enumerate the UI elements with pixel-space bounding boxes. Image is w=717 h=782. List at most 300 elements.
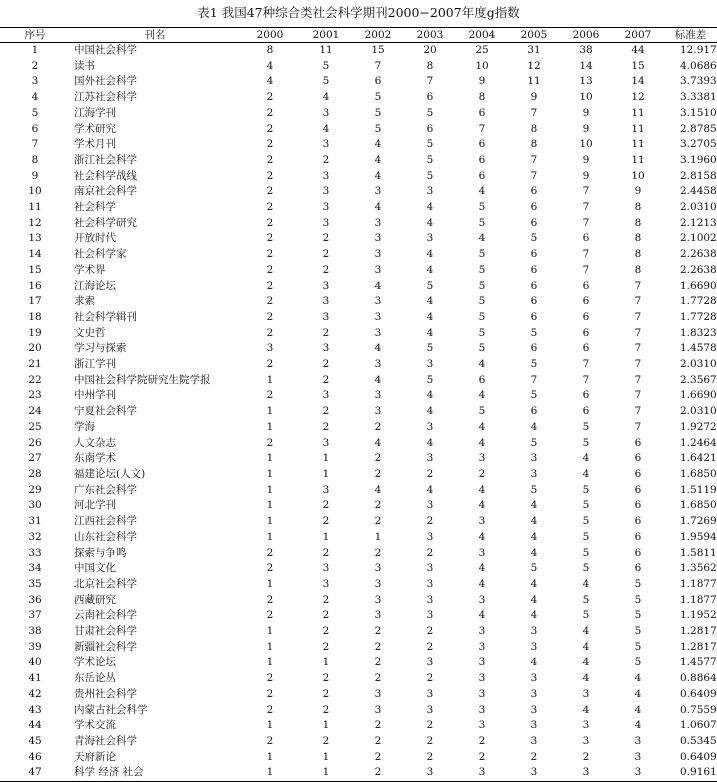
journal-name-cell: 人文杂志 [74,436,116,449]
std-dev-cell: 2.0310 [680,405,717,418]
journal-name-cell: 学海 [74,420,95,433]
journal-name-cell: 云南社会科学 [74,609,137,622]
g2006-cell: 9 [582,169,590,182]
g2003-cell: 5 [426,138,434,151]
g2001-cell: 2 [322,232,330,245]
std-dev-cell: 2.8158 [680,169,717,182]
g2002-cell: 2 [374,499,382,512]
no-cell: 44 [28,719,42,732]
g2002-cell: 1 [374,530,382,543]
g2007-cell: 5 [634,640,642,653]
no-cell: 13 [28,232,42,245]
g2004-cell: 4 [478,420,486,433]
g2000-cell: 1 [266,452,274,465]
journal-name-cell: 江苏社会科学 [74,91,137,104]
g2002-cell: 4 [374,483,382,496]
table-row [0,436,717,452]
no-cell: 19 [28,326,42,339]
g2004-cell: 3 [478,546,486,559]
g2007-cell: 3 [634,750,642,763]
table-row [0,577,717,593]
g2002-cell: 3 [374,405,382,418]
g2003-cell: 2 [426,672,434,685]
g2002-cell: 2 [374,734,382,747]
g2006-cell: 7 [582,201,590,214]
no-cell: 43 [28,703,42,716]
g2004-cell: 5 [478,279,486,292]
table-row [0,640,717,656]
no-cell: 47 [28,766,42,779]
no-cell: 7 [31,138,39,151]
table-row [0,655,717,671]
g2002-cell: 2 [374,640,382,653]
std-dev-cell: 0.9161 [680,766,717,779]
g2002-cell: 2 [374,515,382,528]
table-row [0,43,717,59]
no-cell: 46 [28,750,42,763]
g2007-cell: 10 [631,169,645,182]
no-cell: 3 [31,75,39,88]
g2006-cell: 3 [582,687,590,700]
journal-name-cell: 江海论坛 [74,279,116,292]
header-std-dev: 标准差 [674,29,707,41]
journal-name-cell: 新疆社会科学 [74,640,137,653]
g2001-cell: 2 [322,358,330,371]
g2002-cell: 15 [371,44,385,56]
g2000-cell: 4 [266,75,274,88]
g2004-cell: 4 [478,436,486,449]
journal-name-cell: 学术月刊 [74,138,116,151]
g2003-cell: 5 [426,169,434,182]
g2000-cell: 1 [266,515,274,528]
std-dev-cell: 1.2817 [680,640,717,653]
no-cell: 18 [28,310,42,323]
g2000-cell: 2 [266,201,274,214]
std-dev-cell: 0.6409 [680,687,717,700]
g2006-cell: 10 [579,138,593,151]
std-dev-cell: 1.1952 [680,609,717,622]
table-row [0,687,717,703]
table-row [0,608,717,624]
journal-name-cell: 社会科学辑刊 [74,310,137,323]
journal-name-cell: 南京社会科学 [74,185,137,198]
g2000-cell: 2 [266,295,274,308]
std-dev-cell: 1.9594 [680,530,717,543]
g2006-cell: 5 [582,546,590,559]
g2006-cell: 7 [582,248,590,261]
g2004-cell: 6 [478,373,486,386]
g2005-cell: 4 [530,420,538,433]
g2002-cell: 2 [374,750,382,763]
g2005-cell: 5 [530,436,538,449]
g2007-cell: 8 [634,248,642,261]
g2000-cell: 2 [266,358,274,371]
g2003-cell: 2 [426,640,434,653]
g2001-cell: 2 [322,263,330,276]
g2001-cell: 2 [322,373,330,386]
g2000-cell: 2 [266,263,274,276]
g2001-cell: 4 [322,122,330,135]
g2006-cell: 6 [582,232,590,245]
g2000-cell: 2 [266,279,274,292]
no-cell: 45 [28,734,42,747]
g2004-cell: 4 [478,562,486,575]
g2001-cell: 1 [322,750,330,763]
table-row [0,294,717,310]
g2005-cell: 4 [530,609,538,622]
std-dev-cell: 1.5811 [680,546,717,559]
g2002-cell: 3 [374,216,382,229]
g2007-cell: 4 [634,719,642,732]
g2005-cell: 6 [530,248,538,261]
g2000-cell: 1 [266,405,274,418]
g2000-cell: 1 [266,467,274,480]
table-row [0,467,717,483]
journal-name-cell: 读书 [74,59,95,72]
g2002-cell: 3 [374,687,382,700]
g2005-cell: 3 [530,734,538,747]
table-row [0,279,717,295]
no-cell: 26 [28,436,42,449]
g2002-cell: 5 [374,91,382,104]
g2003-cell: 4 [426,405,434,418]
g2003-cell: 3 [426,766,434,779]
g2001-cell: 2 [322,625,330,638]
std-dev-cell: 1.0607 [680,719,717,732]
g2003-cell: 3 [426,593,434,606]
table-row [0,530,717,546]
g2005-cell: 5 [530,326,538,339]
g2003-cell: 4 [426,248,434,261]
no-cell: 24 [28,405,42,418]
journal-name-cell: 宁夏社会科学 [74,405,137,418]
std-dev-cell: 1.2464 [680,436,717,449]
g2004-cell: 4 [478,609,486,622]
g2002-cell: 5 [374,122,382,135]
g2004-cell: 5 [478,216,486,229]
g2007-cell: 6 [634,452,642,465]
g2005-cell: 4 [530,546,538,559]
g2003-cell: 5 [426,342,434,355]
g2004-cell: 4 [478,530,486,543]
g2003-cell: 6 [426,91,434,104]
g2005-cell: 11 [527,75,541,88]
journal-name-cell: 社会科学家 [74,248,127,261]
g2006-cell: 6 [582,405,590,418]
no-cell: 20 [28,342,42,355]
g2002-cell: 3 [374,703,382,716]
g2007-cell: 6 [634,436,642,449]
g2004-cell: 4 [478,232,486,245]
std-dev-cell: 12.917 [680,44,717,56]
g2005-cell: 3 [530,687,538,700]
g2005-cell: 6 [530,279,538,292]
g2000-cell: 2 [266,593,274,606]
g2000-cell: 2 [266,389,274,402]
g2005-cell: 7 [530,373,538,386]
g2003-cell: 4 [426,295,434,308]
g2003-cell: 8 [426,59,434,72]
g2001-cell: 1 [322,530,330,543]
g2006-cell: 13 [579,75,593,88]
g2002-cell: 5 [374,106,382,119]
table-row [0,216,717,232]
header-2007: 2007 [624,29,652,41]
g2000-cell: 1 [266,640,274,653]
g2004-cell: 3 [478,703,486,716]
g2004-cell: 3 [478,656,486,669]
g2007-cell: 7 [634,358,642,371]
g2007-cell: 7 [634,405,642,418]
std-dev-cell: 2.4458 [680,185,717,198]
g2000-cell: 2 [266,310,274,323]
g2004-cell: 2 [478,467,486,480]
g2004-cell: 5 [478,295,486,308]
g2006-cell: 3 [582,766,590,779]
journal-name-cell: 探索与争鸣 [74,546,127,559]
g2007-cell: 7 [634,326,642,339]
g2004-cell: 4 [478,389,486,402]
g2003-cell: 4 [426,263,434,276]
g2002-cell: 4 [374,342,382,355]
g2006-cell: 9 [582,122,590,135]
g2000-cell: 2 [266,216,274,229]
g2004-cell: 6 [478,169,486,182]
g2001-cell: 3 [322,106,330,119]
g2000-cell: 1 [266,420,274,433]
g2005-cell: 2 [530,750,538,763]
g2005-cell: 6 [530,263,538,276]
no-cell: 42 [28,687,42,700]
g2004-cell: 4 [478,577,486,590]
std-dev-cell: 3.2705 [680,138,717,151]
table-row [0,122,717,138]
table-row [0,514,717,530]
journal-name-cell: 科学 经济 社会 [74,766,144,779]
g2002-cell: 2 [374,452,382,465]
journal-name-cell: 开放时代 [74,232,116,245]
g2002-cell: 4 [374,436,382,449]
header-2001: 2001 [312,29,340,41]
g2006-cell: 5 [582,420,590,433]
std-dev-cell: 1.7728 [680,295,717,308]
std-dev-cell: 1.2817 [680,625,717,638]
g2004-cell: 5 [478,263,486,276]
no-cell: 16 [28,279,42,292]
g2002-cell: 4 [374,201,382,214]
table-row [0,703,717,719]
g2002-cell: 2 [374,672,382,685]
g2003-cell: 2 [426,515,434,528]
no-cell: 15 [28,263,42,276]
table-row [0,718,717,734]
table-row [0,420,717,436]
g2001-cell: 2 [322,703,330,716]
g2006-cell: 7 [582,216,590,229]
g2001-cell: 2 [322,593,330,606]
g2007-cell: 7 [634,389,642,402]
g2001-cell: 3 [322,185,330,198]
g2001-cell: 5 [322,59,330,72]
table-row [0,561,717,577]
g2000-cell: 2 [266,703,274,716]
table-row [0,137,717,153]
g2004-cell: 10 [475,59,489,72]
no-cell: 25 [28,420,42,433]
std-dev-cell: 0.8864 [680,672,717,685]
std-dev-cell: 1.3562 [680,562,717,575]
g2005-cell: 3 [530,467,538,480]
g2001-cell: 3 [322,310,330,323]
g2001-cell: 2 [322,734,330,747]
table-row [0,593,717,609]
g2006-cell: 4 [582,577,590,590]
table-row [0,765,717,781]
g2001-cell: 2 [322,672,330,685]
journal-name-cell: 求索 [74,295,95,308]
g2001-cell: 3 [322,562,330,575]
table-row [0,341,717,357]
no-cell: 10 [28,185,42,198]
g2001-cell: 1 [322,766,330,779]
g2007-cell: 14 [631,75,645,88]
std-dev-cell: 2.0310 [680,358,717,371]
g2001-cell: 2 [322,687,330,700]
g2003-cell: 3 [426,358,434,371]
no-cell: 1 [31,44,39,56]
no-cell: 36 [28,593,42,606]
g2004-cell: 5 [478,201,486,214]
g2002-cell: 2 [374,467,382,480]
g2005-cell: 3 [530,672,538,685]
g2004-cell: 4 [478,185,486,198]
table-row [0,388,717,404]
g2005-cell: 3 [530,452,538,465]
g2000-cell: 2 [266,232,274,245]
no-cell: 22 [28,373,42,386]
g2005-cell: 4 [530,577,538,590]
g2003-cell: 4 [426,483,434,496]
g2001-cell: 3 [322,389,330,402]
table-row [0,169,717,185]
g2005-cell: 7 [530,153,538,166]
table-row [0,200,717,216]
g2006-cell: 4 [582,452,590,465]
g2004-cell: 3 [478,515,486,528]
g2003-cell: 3 [426,656,434,669]
g2006-cell: 6 [582,310,590,323]
g2000-cell: 1 [266,766,274,779]
g2001-cell: 3 [322,577,330,590]
g2007-cell: 6 [634,515,642,528]
g2001-cell: 1 [322,719,330,732]
std-dev-cell: 1.6690 [680,389,717,402]
std-dev-cell: 1.9272 [680,420,717,433]
g2005-cell: 3 [530,625,538,638]
g2004-cell: 8 [478,91,486,104]
table-row [0,59,717,75]
g2007-cell: 3 [634,766,642,779]
g2003-cell: 3 [426,185,434,198]
table-row [0,310,717,326]
g2006-cell: 9 [582,153,590,166]
g2003-cell: 3 [426,577,434,590]
g2000-cell: 1 [266,499,274,512]
no-cell: 34 [28,562,42,575]
g2005-cell: 3 [530,719,538,732]
g2007-cell: 11 [631,106,645,119]
std-dev-cell: 3.7393 [680,75,717,88]
g2006-cell: 7 [582,263,590,276]
journal-name-cell: 江海学刊 [74,106,116,119]
table-row [0,671,717,687]
g2003-cell: 20 [423,44,437,56]
g2002-cell: 3 [374,310,382,323]
std-dev-cell: 1.4577 [680,656,717,669]
g2006-cell: 5 [582,483,590,496]
g2007-cell: 6 [634,562,642,575]
g2004-cell: 3 [478,766,486,779]
no-cell: 6 [31,122,39,135]
g2003-cell: 5 [426,106,434,119]
g2007-cell: 8 [634,216,642,229]
std-dev-cell: 1.6850 [680,467,717,480]
journal-name-cell: 学术研究 [74,122,116,135]
g2003-cell: 5 [426,153,434,166]
g2001-cell: 3 [322,436,330,449]
g2000-cell: 1 [266,750,274,763]
g2004-cell: 9 [478,75,486,88]
g2007-cell: 3 [634,734,642,747]
g2005-cell: 6 [530,185,538,198]
g2002-cell: 6 [374,75,382,88]
g2006-cell: 5 [582,562,590,575]
g2003-cell: 3 [426,562,434,575]
g2002-cell: 4 [374,138,382,151]
no-cell: 29 [28,483,42,496]
journal-name-cell: 中国社会科学院研究生院学报 [74,373,211,386]
g2002-cell: 2 [374,656,382,669]
g2006-cell: 5 [582,530,590,543]
g2005-cell: 3 [530,766,538,779]
header-2003: 2003 [416,29,444,41]
header-row [0,28,717,43]
journal-name-cell: 东岳论丛 [74,672,116,685]
g2001-cell: 1 [322,452,330,465]
g2000-cell: 1 [266,577,274,590]
g2007-cell: 5 [634,577,642,590]
g2001-cell: 3 [322,169,330,182]
g2004-cell: 3 [478,672,486,685]
g2006-cell: 6 [582,342,590,355]
g2004-cell: 2 [478,734,486,747]
g2007-cell: 6 [634,483,642,496]
journal-name-cell: 广东社会科学 [74,483,137,496]
g2005-cell: 5 [530,358,538,371]
g2000-cell: 2 [266,122,274,135]
std-dev-cell: 1.7269 [680,515,717,528]
g2003-cell: 5 [426,279,434,292]
g2000-cell: 1 [266,719,274,732]
no-cell: 32 [28,530,42,543]
header-2006: 2006 [572,29,600,41]
table-row [0,498,717,514]
g2002-cell: 2 [374,420,382,433]
table-row [0,106,717,122]
g2002-cell: 2 [374,625,382,638]
g2005-cell: 6 [530,342,538,355]
g2001-cell: 2 [322,153,330,166]
